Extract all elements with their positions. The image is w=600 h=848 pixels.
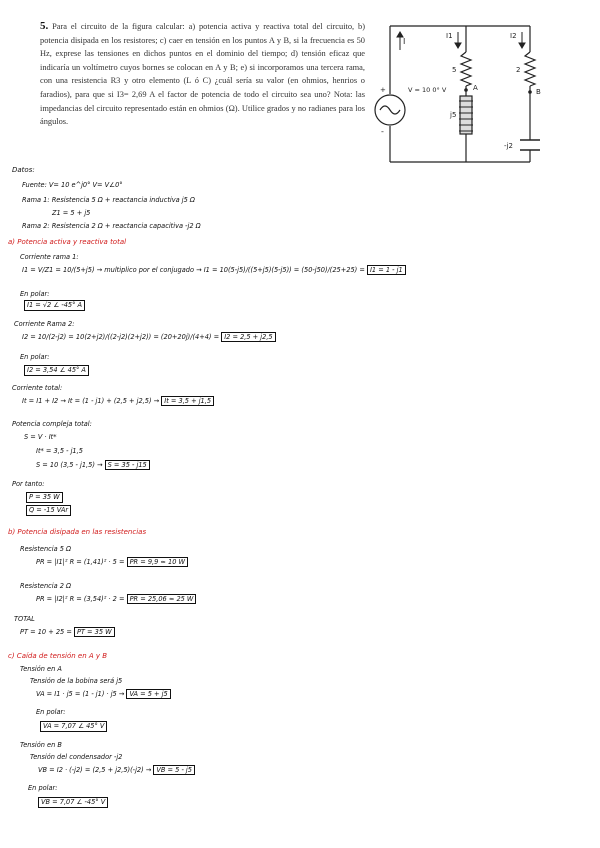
res-2-label: Resistencia 2 Ω <box>20 582 72 590</box>
pr5-equation <box>36 558 188 567</box>
i2-result-box: I2 = 2,5 + j2,5 <box>221 332 275 342</box>
node-b-dot <box>528 90 532 94</box>
en-polar-a-label: En polar: <box>36 708 66 716</box>
corriente-rama2-label: Corriente Rama 2: <box>14 320 75 328</box>
pr5-equation-text: PR = |I1|² R = (1,41)² · 5 = <box>36 558 125 566</box>
pr2-equation-text: PR = |I2|² R = (3,54)² · 2 = <box>36 595 125 603</box>
tension-b-label: Tensión en B <box>20 741 62 749</box>
vb-polar-box: VB = 7,07 ∠ -45° V <box>38 797 108 808</box>
por-tanto-label: Por tanto: <box>12 480 45 488</box>
source-minus-label: - <box>381 127 384 136</box>
capacitor-c <box>520 140 540 150</box>
z1-line: Z1 = 5 + j5 <box>52 209 91 217</box>
current-1-label: I1 <box>446 32 453 40</box>
rama2-line: Rama 2: Resistencia 2 Ω + reactancia capacitiva -j2 Ω <box>22 222 201 230</box>
circuit-diagram <box>370 22 560 170</box>
vb-equation <box>38 766 195 775</box>
tension-a-label: Tensión en A <box>20 665 62 673</box>
i1-polar-box: I1 = √2 ∠ -45° A <box>24 300 85 311</box>
i1-result-box: I1 = 1 - j1 <box>367 265 406 275</box>
vb-result-box: VB = 5 - j5 <box>153 765 195 775</box>
potencia-compleja-label: Potencia compleja total: <box>12 420 92 428</box>
va-equation-text: VA = I1 · j5 = (1 - j1) · j5 → <box>36 690 125 698</box>
q-result-box: Q = -15 VAr <box>26 505 71 516</box>
s-result-box: S = 35 - j15 <box>105 460 150 470</box>
rama1-line: Rama 1: Resistencia 5 Ω + reactancia inductiva j5 Ω <box>22 196 195 204</box>
datos-title: Datos: <box>12 166 35 174</box>
r1-label: 5 <box>452 66 457 74</box>
pt-equation-text: PT = 10 + 25 = <box>20 628 72 636</box>
i1-equation <box>22 266 406 275</box>
va-equation <box>36 690 171 699</box>
section-b-title: b) Potencia disipada en las resistencias <box>8 528 147 536</box>
it-equation-text: It = I1 + I2 → It = (1 - j1) + (2,5 + j2,5) → <box>22 397 160 405</box>
r2-label: 2 <box>516 66 521 74</box>
pr2-result-box: PR = 25,06 ≈ 25 W <box>127 594 197 604</box>
i2-equation <box>22 333 276 342</box>
inductor-l1 <box>460 96 472 134</box>
pt-equation <box>20 628 115 637</box>
p-result-box: P = 35 W <box>26 492 63 503</box>
problem-statement <box>40 20 365 129</box>
capacitor-label: -j2 <box>504 142 513 150</box>
corriente-rama1-label: Corriente rama 1: <box>20 253 79 261</box>
node-a-dot <box>464 88 468 92</box>
it-result-box: It = 3,5 + j1,5 <box>161 396 214 406</box>
section-c-title: c) Caída de tensión en A y B <box>8 652 108 660</box>
problem-number: 5. <box>40 20 49 32</box>
point-b-label: B <box>536 88 541 96</box>
source-value-label: V = 10 0° V <box>408 86 447 94</box>
res-5-label: Resistencia 5 Ω <box>20 545 72 553</box>
en-polar-1-label: En polar: <box>20 290 50 298</box>
va-result-box: VA = 5 + j5 <box>126 689 170 699</box>
current-2-label: I2 <box>510 32 517 40</box>
pr2-equation <box>36 595 196 604</box>
en-polar-b-label: En polar: <box>28 784 58 792</box>
pt-result-box: PT = 35 W <box>74 627 115 637</box>
l1-label: j5 <box>450 111 457 119</box>
it-equation <box>22 397 214 406</box>
corriente-total-label: Corriente total: <box>12 384 63 392</box>
fuente-line: Fuente: V= 10 e^j0° V= V∠0° <box>22 181 123 189</box>
section-a-title: a) Potencia activa y reactiva total <box>8 238 127 246</box>
i2-polar-box: I2 = 3,54 ∠ 45° A <box>24 365 89 376</box>
i1-equation-text: I1 = V/Z1 = 10/(5+j5) → multiplico por el conjugado → I1 = 10(5-j5)/((5+j5)(5-j5)) = (50-j50)/(25+25) = <box>22 266 365 274</box>
en-polar-2-label: En polar: <box>20 353 50 361</box>
point-a-label: A <box>473 84 478 92</box>
s-calc-text: S = 10 (3,5 - j1,5) → <box>36 461 103 469</box>
it-conjugate: It* = 3,5 - j1,5 <box>36 447 83 455</box>
tension-a-sub: Tensión de la bobina será j5 <box>30 677 123 685</box>
resistor-r1 <box>461 52 471 86</box>
vb-equation-text: VB = I2 · (-j2) = (2,5 + j2,5)(-j2) → <box>38 766 152 774</box>
tension-b-sub: Tensión del condensador -j2 <box>30 753 123 761</box>
source-plus-label: + <box>380 86 386 94</box>
pr5-result-box: PR = 9,9 ≈ 10 W <box>127 557 188 567</box>
total-label: TOTAL <box>14 615 35 623</box>
current-total-label: I <box>403 37 406 46</box>
problem-text: Para el circuito de la figura calcular: a) potencia activa y reactiva total del circuito, b) potencia disipada en los resistores; c) caer en tensión en los puntos A y B, si la frecuencia es 50 Hz, exprese las tensiones en dichos puntos en el dominio del tiempo; d) tensión eficaz que indicaría un voltímetro cuyos bornes se colocan en A y B; e) si incorporamos una tercera rama, con una resistencia R3 y otro elemento (L ó C) ¿cuál sería su valor (en ohmios, henrios o faradios), para que si I3= 2,69 A el factor de potencia de todo el circuito sea uno? Nota: las impedancias del circuito representado están en ohmios (Ω). Utilice grados y no radianes para los ángulos. <box>40 22 365 127</box>
va-polar-box: VA = 7,07 ∠ 45° V <box>40 721 107 732</box>
resistor-r2 <box>525 52 535 86</box>
s-calculation <box>36 461 150 470</box>
s-equation: S = V · It* <box>24 433 57 441</box>
i2-equation-text: I2 = 10/(2-j2) = 10(2+j2)/((2-j2)(2+j2)) = (20+20j)/(4+4) = <box>22 333 220 341</box>
